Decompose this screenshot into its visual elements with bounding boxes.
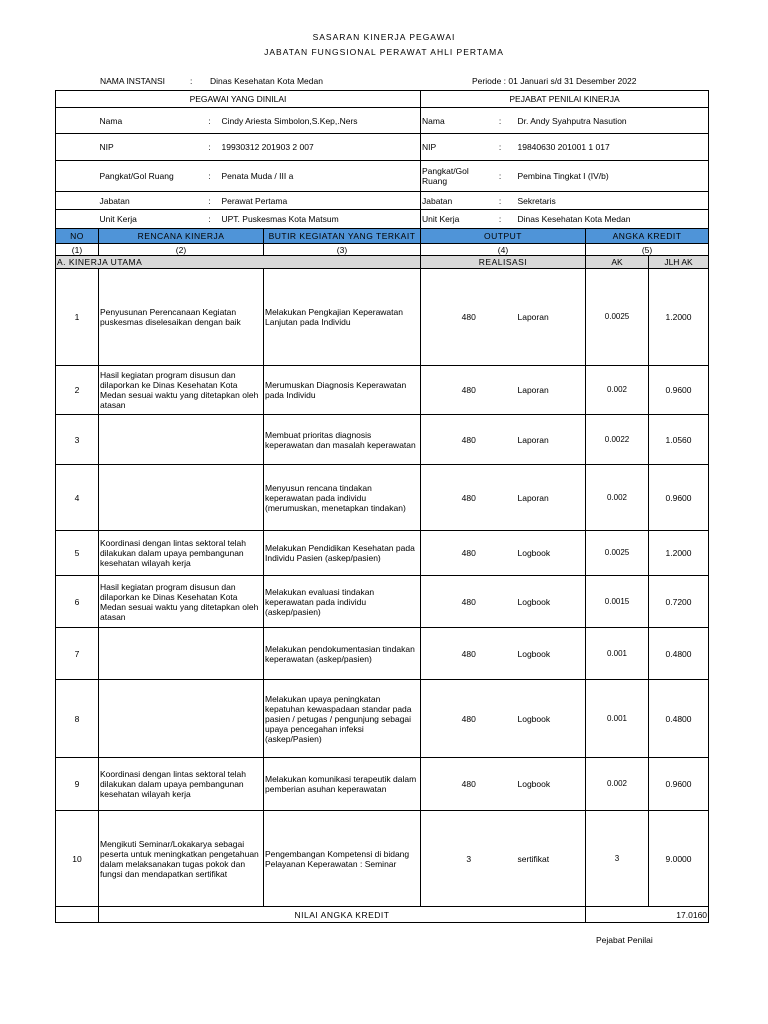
- row-no: 5: [56, 531, 99, 576]
- table-row: [56, 465, 709, 531]
- pegawai-nama-label: Nama: [99, 108, 199, 134]
- row-rencana: Mengikuti Seminar/Lokakarya sebagai peserta untuk meningkatkan pengetahuan dalam melaksanakan tugas pokok dan fungsi dan mendapatkan sertifikat: [99, 811, 264, 907]
- colon: :: [199, 134, 221, 161]
- row-ak: 0.002: [586, 366, 649, 415]
- document-title: SASARAN KINERJA PEGAWAI: [312, 32, 456, 42]
- pejabat-unit: Dinas Kesehatan Kota Medan: [517, 210, 709, 229]
- row-butir: Melakukan upaya peningkatan kepatuhan kewaspadaan standar pada pasien / petugas / pengunjung sebagai upaya pencegahan infeksi (askep/Pasien): [264, 680, 421, 758]
- row-ak: 0.001: [586, 628, 649, 680]
- pejabat-heading: PEJABAT PENILAI KINERJA: [421, 91, 709, 108]
- table-row: [56, 680, 709, 758]
- row-unit: Logbook: [517, 531, 586, 576]
- col-ak: AK: [586, 256, 649, 269]
- col-jlhak: JLH AK: [649, 256, 709, 269]
- col-butir: BUTIR KEGIATAN YANG TERKAIT: [264, 229, 421, 244]
- row-butir: Menyusun rencana tindakan keperawatan pada individu (merumuskan, menetapkan tindakan): [264, 465, 421, 531]
- row-rencana: [99, 465, 264, 531]
- instansi-colon: :: [190, 76, 193, 86]
- row-no: 6: [56, 576, 99, 628]
- row-no: 3: [56, 415, 99, 465]
- row-qty: 480: [421, 680, 517, 758]
- row-unit: Laporan: [517, 465, 586, 531]
- colon: :: [199, 210, 221, 229]
- row-jlhak: 0.7200: [649, 576, 709, 628]
- row-ak: 0.001: [586, 680, 649, 758]
- col-output: OUTPUT: [421, 229, 586, 244]
- row-ak: 0.0025: [586, 269, 649, 366]
- row-rencana: Koordinasi dengan lintas sektoral telah dilakukan dalam upaya pembangunan kesehatan wilayah kerja: [99, 758, 264, 811]
- table-row: [56, 366, 709, 415]
- col-rencana: RENCANA KINERJA: [99, 229, 264, 244]
- row-ak: 0.0015: [586, 576, 649, 628]
- pegawai-unit: UPT. Puskesmas Kota Matsum: [221, 210, 421, 229]
- row-unit: Logbook: [517, 576, 586, 628]
- col-num-4: (4): [421, 244, 586, 256]
- row-jlhak: 0.9600: [649, 366, 709, 415]
- table-row: [56, 811, 709, 907]
- row-jlhak: 1.2000: [649, 269, 709, 366]
- row-no: 4: [56, 465, 99, 531]
- row-butir: Melakukan komunikasi terapeutik dalam pemberian asuhan keperawatan: [264, 758, 421, 811]
- row-ak: 3: [586, 811, 649, 907]
- colon: :: [484, 210, 517, 229]
- row-qty: 480: [421, 415, 517, 465]
- col-realisasi: REALISASI: [421, 256, 586, 269]
- row-ak: 0.0025: [586, 531, 649, 576]
- row-rencana: [99, 680, 264, 758]
- row-no: 9: [56, 758, 99, 811]
- colon: :: [199, 192, 221, 210]
- row-jlhak: 0.9600: [649, 758, 709, 811]
- pegawai-jabatan: Perawat Pertama: [221, 192, 421, 210]
- table-row: [56, 628, 709, 680]
- col-num-2: (2): [99, 244, 264, 256]
- total-value: 17.0160: [649, 907, 709, 923]
- row-butir: Pengembangan Kompetensi di bidang Pelayanan Keperawatan : Seminar: [264, 811, 421, 907]
- row-butir: Melakukan evaluasi tindakan keperawatan pada individu (askep/pasien): [264, 576, 421, 628]
- colon: :: [199, 161, 221, 192]
- instansi-label: NAMA INSTANSI: [100, 76, 166, 86]
- table-row: [56, 269, 709, 366]
- pegawai-nama: Cindy Ariesta Simbolon,S.Kep,.Ners: [221, 108, 421, 134]
- row-rencana: [99, 415, 264, 465]
- col-no: NO: [56, 229, 99, 244]
- pegawai-pangkat: Penata Muda / III a: [221, 161, 421, 192]
- row-jlhak: 9.0000: [649, 811, 709, 907]
- row-no: 1: [56, 269, 99, 366]
- row-jlhak: 0.4800: [649, 628, 709, 680]
- colon: :: [484, 134, 517, 161]
- row-qty: 480: [421, 758, 517, 811]
- colon: :: [484, 192, 517, 210]
- row-unit: Logbook: [517, 628, 586, 680]
- row-qty: 480: [421, 366, 517, 415]
- pegawai-heading: PEGAWAI YANG DINILAI: [56, 91, 421, 108]
- row-unit: Laporan: [517, 269, 586, 366]
- col-num-5: (5): [586, 244, 709, 256]
- colon: :: [484, 108, 517, 134]
- row-butir: Melakukan Pendidikan Kesehatan pada Individu Pasien (askep/pasien): [264, 531, 421, 576]
- row-qty: 480: [421, 531, 517, 576]
- pegawai-nip: 19930312 201903 2 007: [221, 134, 421, 161]
- colon: :: [199, 108, 221, 134]
- row-butir: Merumuskan Diagnosis Keperawatan pada Individu: [264, 366, 421, 415]
- table-row: [56, 531, 709, 576]
- table-row: [56, 758, 709, 811]
- periode: Periode : 01 Januari s/d 31 Desember 2022: [472, 76, 637, 86]
- skp-table: [55, 90, 709, 923]
- pejabat-nip: 19840630 201001 1 017: [517, 134, 709, 161]
- pejabat-unit-label: Unit Kerja: [421, 210, 484, 229]
- row-butir: Melakukan Pengkajian Keperawatan Lanjutan pada Individu: [264, 269, 421, 366]
- col-num-1: (1): [56, 244, 99, 256]
- row-rencana: [99, 628, 264, 680]
- row-rencana: Hasil kegiatan program disusun dan dilaporkan ke Dinas Kesehatan Kota Medan sesuai waktu yang ditetapkan oleh atasan: [99, 366, 264, 415]
- row-ak: 0.0022: [586, 415, 649, 465]
- col-angka-kredit: ANGKA KREDIT: [586, 229, 709, 244]
- row-unit: Logbook: [517, 758, 586, 811]
- pegawai-pangkat-label: Pangkat/Gol Ruang: [99, 161, 199, 192]
- col-num-3: (3): [264, 244, 421, 256]
- row-no: 7: [56, 628, 99, 680]
- row-unit: Logbook: [517, 680, 586, 758]
- document-subtitle: JABATAN FUNGSIONAL PERAWAT AHLI PERTAMA: [264, 47, 504, 57]
- colon: :: [484, 161, 517, 192]
- pejabat-jabatan: Sekretaris: [517, 192, 709, 210]
- pegawai-unit-label: Unit Kerja: [99, 210, 199, 229]
- row-no: 8: [56, 680, 99, 758]
- row-qty: 480: [421, 628, 517, 680]
- row-jlhak: 1.0560: [649, 415, 709, 465]
- row-butir: Melakukan pendokumentasian tindakan keperawatan (askep/pasien): [264, 628, 421, 680]
- pegawai-nip-label: NIP: [99, 134, 199, 161]
- row-jlhak: 0.4800: [649, 680, 709, 758]
- row-no: 10: [56, 811, 99, 907]
- signer-label: Pejabat Penilai: [596, 935, 653, 945]
- row-rencana: Hasil kegiatan program disusun dan dilaporkan ke Dinas Kesehatan Kota Medan sesuai waktu yang ditetapkan oleh atasan: [99, 576, 264, 628]
- row-no: 2: [56, 366, 99, 415]
- row-butir: Membuat prioritas diagnosis keperawatan dan masalah keperawatan: [264, 415, 421, 465]
- pejabat-jabatan-label: Jabatan: [421, 192, 484, 210]
- row-qty: 480: [421, 465, 517, 531]
- row-unit: Laporan: [517, 415, 586, 465]
- instansi-value: Dinas Kesehatan Kota Medan: [210, 76, 323, 86]
- row-rencana: Penyusunan Perencanaan Kegiatan puskesmas diselesaikan dengan baik: [99, 269, 264, 366]
- pejabat-nama-label: Nama: [421, 108, 484, 134]
- row-unit: Laporan: [517, 366, 586, 415]
- pejabat-pangkat-label: Pangkat/Gol Ruang: [421, 161, 484, 192]
- row-jlhak: 1.2000: [649, 531, 709, 576]
- row-jlhak: 0.9600: [649, 465, 709, 531]
- section-kinerja-utama: A. KINERJA UTAMA: [56, 256, 421, 269]
- row-rencana: Koordinasi dengan lintas sektoral telah dilakukan dalam upaya pembangunan kesehatan wilayah kerja: [99, 531, 264, 576]
- table-row: [56, 415, 709, 465]
- row-qty: 480: [421, 576, 517, 628]
- pejabat-pangkat: Pembina Tingkat I (IV/b): [517, 161, 709, 192]
- pegawai-jabatan-label: Jabatan: [99, 192, 199, 210]
- row-ak: 0.002: [586, 758, 649, 811]
- row-qty: 480: [421, 269, 517, 366]
- row-ak: 0.002: [586, 465, 649, 531]
- row-qty: 3: [421, 811, 517, 907]
- table-row: [56, 576, 709, 628]
- pejabat-nip-label: NIP: [421, 134, 484, 161]
- row-unit: sertifikat: [517, 811, 586, 907]
- total-label: NILAI ANGKA KREDIT: [99, 907, 586, 923]
- pejabat-nama: Dr. Andy Syahputra Nasution: [517, 108, 709, 134]
